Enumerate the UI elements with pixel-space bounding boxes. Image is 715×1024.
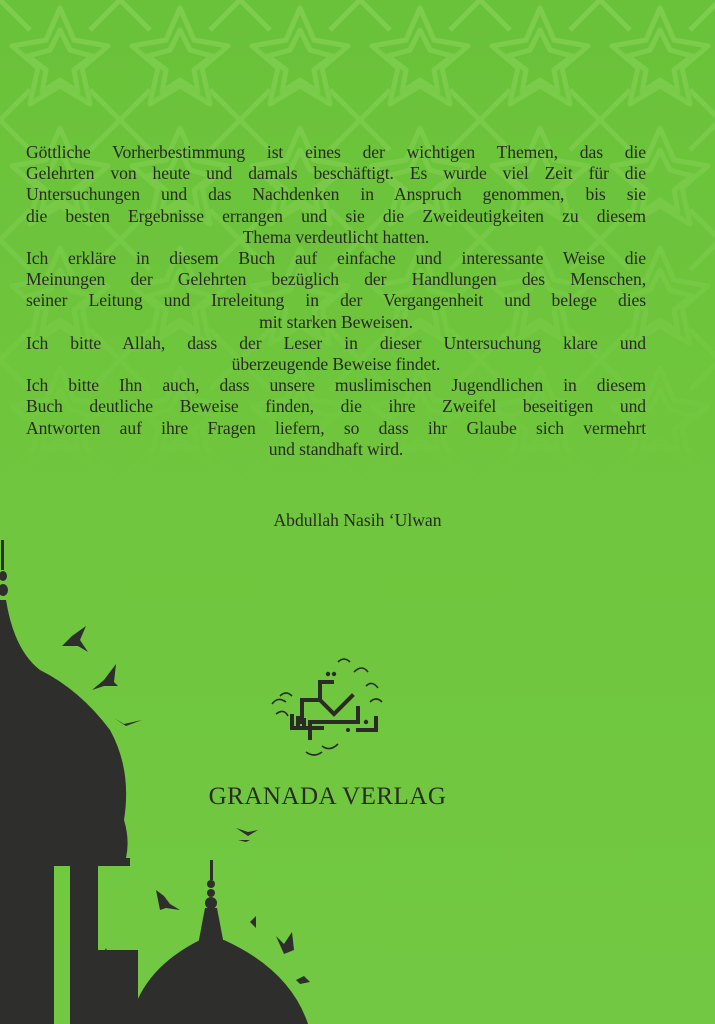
blurb-line: Buch deutliche Beweise finden, die ihre Zweifel beseitigen und	[26, 396, 646, 417]
blurb-line: Ich bitte Allah, dass der Leser in dieser Untersuchung klare und	[26, 332, 646, 353]
blurb-line: und standhaft wird.	[268, 438, 404, 459]
author-name: Abdullah Nasih ‘Ulwan	[273, 510, 442, 530]
blurb-text	[26, 142, 646, 460]
publisher-name: GRANADA VERLAG	[208, 783, 447, 810]
blurb-paragraph-1	[26, 142, 646, 248]
blurb-line: mit starken Beweisen.	[259, 311, 413, 332]
blurb-line: überzeugende Beweise findet.	[231, 354, 441, 375]
blurb-line: Gelehrten von heute und damals beschäftigt. Es wurde viel Zeit für die	[26, 163, 646, 184]
blurb-line: Ich bitte Ihn auch, dass unsere muslimischen Jugendlichen in diesem	[26, 375, 646, 396]
blurb-paragraph-4	[26, 375, 646, 460]
blurb-line: Antworten auf ihre Fragen liefern, so dass ihr Glaube sich vermehrt	[26, 417, 646, 438]
blurb-paragraph-3	[26, 333, 646, 375]
blurb-paragraph-2	[26, 248, 646, 333]
blurb-line: seiner Leitung und Irreleitung in der Vergangenheit und belege dies	[26, 290, 646, 311]
blurb-line: Thema verdeutlicht hatten.	[242, 226, 430, 247]
blurb-line: Meinungen der Gelehrten bezüglich der Handlungen des Menschen,	[26, 269, 646, 290]
blurb-line: die besten Ergebnisse errangen und sie die Zweideutigkeiten zu diesem	[26, 205, 646, 226]
mosque-domes-with-birds-silhouette-icon	[0, 540, 320, 1024]
blurb-line: Ich erkläre in diesem Buch auf einfache und interessante Weise die	[26, 248, 646, 269]
blurb-line: Göttliche Vorherbestimmung ist eines der wichtigen Themen, das die	[26, 142, 646, 162]
blurb-line: Untersuchungen und das Nachdenken in Anspruch genommen, bis sie	[26, 184, 646, 205]
